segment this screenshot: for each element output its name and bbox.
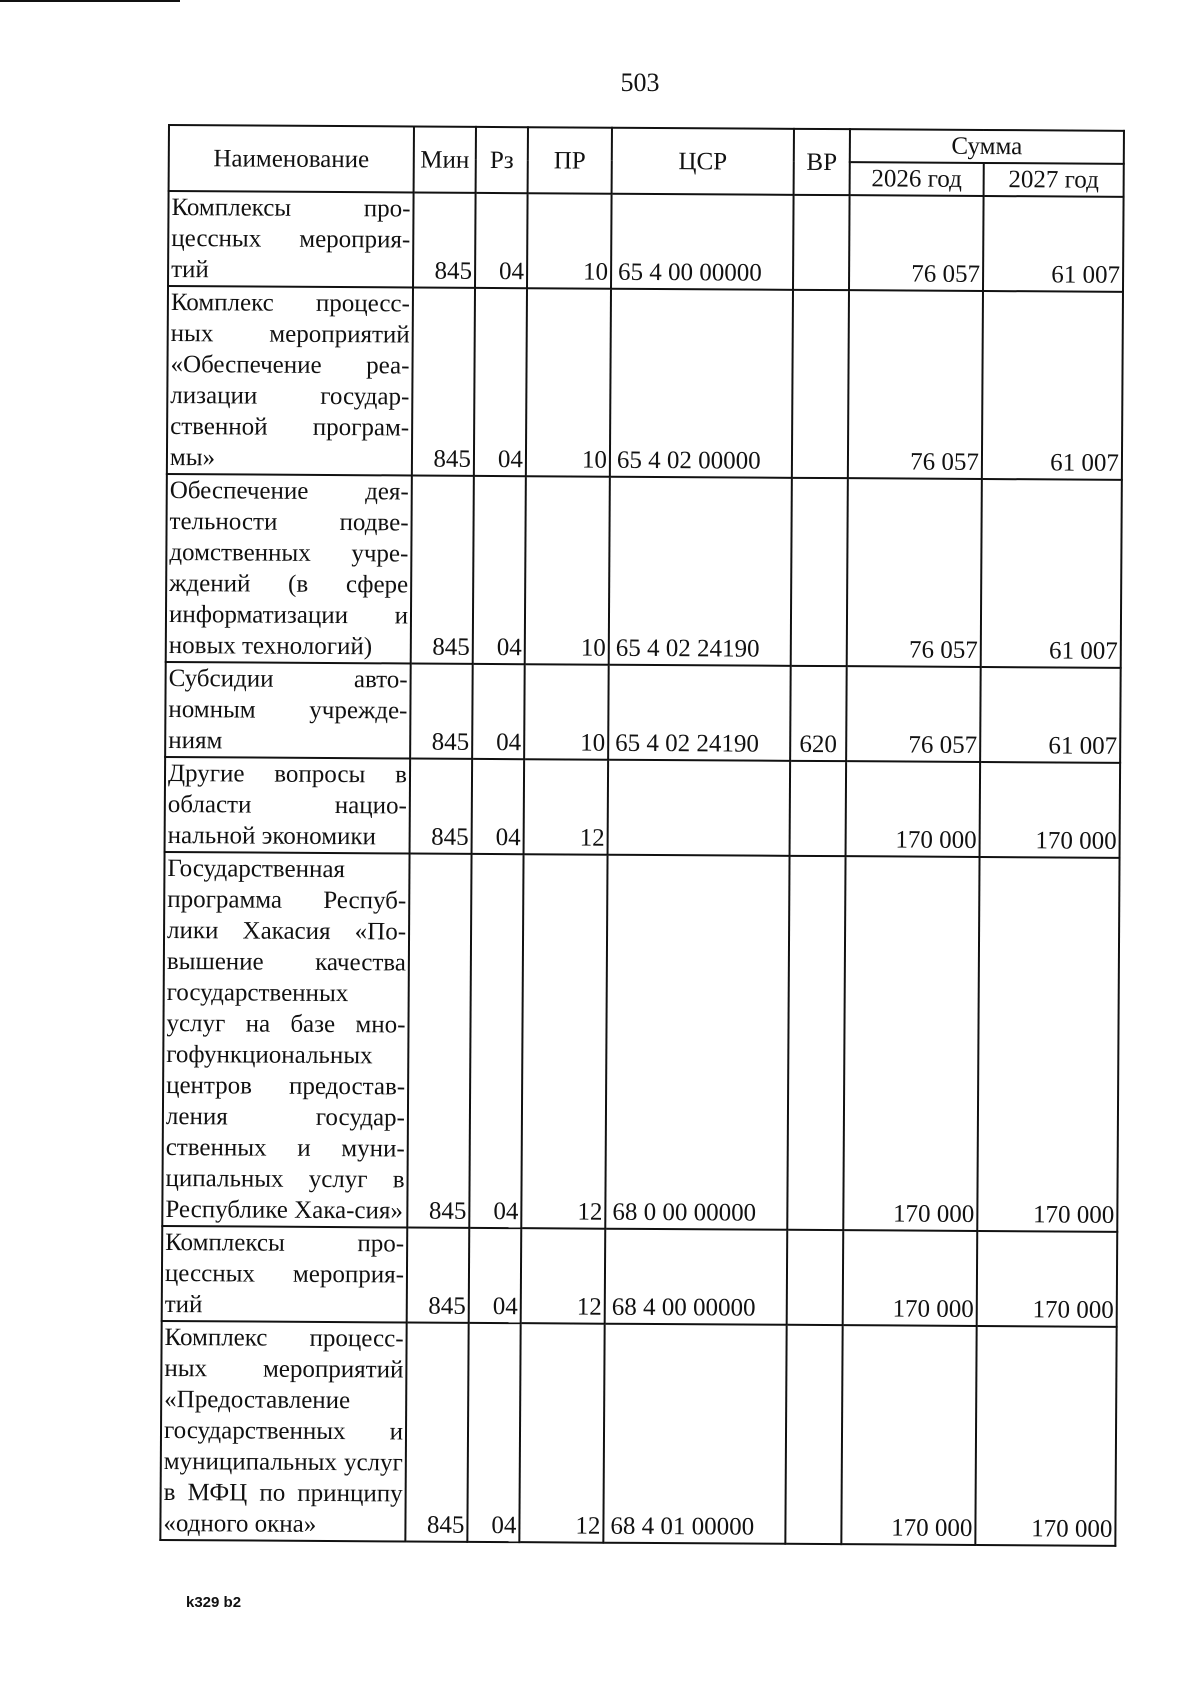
row-sum-2026: 170 000	[843, 1230, 978, 1326]
row-name: Другие вопросы в области нацио-нальной экономики	[165, 757, 411, 853]
row-rz: 04	[472, 759, 525, 854]
header-pr: ПР	[528, 127, 612, 194]
table-row	[165, 757, 1121, 858]
row-rz: 04	[469, 1228, 522, 1323]
header-min: Мин	[414, 127, 476, 193]
row-name: Комплексы про-цессных мероприя-тий	[168, 191, 414, 287]
row-name: Обеспечение дея-тельности подве-домственных учре-ждений (в сфере информатизации и новых технологий)	[166, 474, 412, 663]
table-row	[167, 286, 1123, 480]
row-pr: 12	[519, 1323, 604, 1543]
row-sum-2027: 170 000	[977, 1231, 1118, 1327]
table-row	[160, 1321, 1116, 1546]
row-min: 845	[410, 758, 473, 853]
row-rz: 04	[472, 664, 525, 759]
table-row	[166, 474, 1122, 668]
row-sum-2027: 61 007	[981, 479, 1122, 668]
table-row	[168, 191, 1124, 292]
row-name: Комплекс процесс-ных мероприятий «Обеспечение реа-лизации государ-ственной програм-мы»	[167, 286, 413, 475]
page-number: 503	[620, 68, 660, 97]
footer-code: k329 b2	[186, 1594, 242, 1611]
header-csr: ЦСР	[612, 128, 794, 195]
row-sum-2026: 76 057	[847, 478, 982, 667]
row-vr	[792, 290, 849, 478]
header-year-2027: 2027 год	[984, 163, 1124, 197]
row-sum-2026: 76 057	[849, 195, 984, 291]
row-min: 845	[412, 287, 475, 475]
scan-edge-mark	[0, 0, 180, 2]
row-csr: 65 4 02 00000	[610, 289, 793, 478]
row-min: 845	[407, 853, 471, 1227]
row-sum-2026: 76 057	[848, 290, 983, 479]
row-pr: 12	[524, 759, 609, 855]
row-name: Государственная программа Респуб-лики Хакасия «По-вышение качества государственных услуг на базе мно-гофункциональных центров предостав-ления государ-ственных и муни-ципальных услуг в Республике Хака-сия»	[162, 852, 409, 1227]
row-vr	[787, 1230, 844, 1325]
row-sum-2027: 61 007	[982, 291, 1123, 480]
row-pr: 10	[525, 476, 610, 665]
row-name: Субсидии авто-номным учрежде-ниям	[165, 662, 411, 758]
budget-table	[159, 124, 1125, 1547]
row-vr	[791, 478, 848, 666]
table-row	[162, 852, 1119, 1232]
row-pr: 10	[527, 193, 612, 289]
row-sum-2027: 61 007	[980, 667, 1121, 763]
row-pr: 12	[521, 1228, 606, 1324]
row-pr: 12	[521, 854, 607, 1229]
row-sum-2027: 170 000	[975, 1326, 1116, 1546]
row-sum-2027: 61 007	[983, 196, 1124, 292]
row-min: 845	[411, 475, 474, 663]
row-sum-2027: 170 000	[977, 857, 1119, 1232]
row-rz: 04	[469, 854, 523, 1228]
header-vr: ВР	[794, 129, 850, 195]
header-rz: Рз	[476, 127, 528, 193]
row-csr: 65 4 02 24190	[609, 477, 792, 666]
row-rz: 04	[475, 193, 528, 288]
row-pr: 10	[524, 664, 609, 760]
row-sum-2027: 170 000	[980, 762, 1121, 858]
row-csr: 65 4 02 24190	[608, 665, 791, 761]
row-min: 845	[410, 663, 473, 758]
row-csr: 68 0 00 00000	[605, 855, 789, 1230]
row-vr	[787, 856, 845, 1230]
header-sum: Сумма	[850, 129, 1124, 164]
row-sum-2026: 170 000	[843, 856, 979, 1231]
row-csr: 68 4 01 00000	[603, 1324, 786, 1544]
row-name: Комплекс процесс-ных мероприятий «Предоставление государственных и муниципальных услуг в МФЦ по принципу «одного окна»	[160, 1321, 406, 1541]
table-row	[165, 662, 1121, 763]
row-vr: 620	[790, 666, 847, 761]
row-rz: 04	[474, 288, 527, 476]
table-body	[160, 191, 1123, 1546]
table-row	[162, 1226, 1118, 1327]
row-sum-2026: 76 057	[846, 666, 981, 762]
row-csr	[608, 760, 791, 856]
table-header	[169, 125, 1124, 197]
header-year-2026: 2026 год	[850, 162, 984, 196]
row-rz: 04	[473, 476, 526, 664]
row-sum-2026: 170 000	[846, 761, 981, 857]
row-sum-2026: 170 000	[841, 1325, 976, 1545]
row-min: 845	[407, 1227, 470, 1322]
row-vr	[793, 195, 850, 290]
row-min: 845	[413, 193, 476, 288]
row-csr: 68 4 00 00000	[605, 1229, 788, 1325]
row-vr	[790, 761, 847, 856]
row-rz: 04	[467, 1323, 520, 1542]
row-pr: 10	[526, 288, 611, 477]
row-min: 845	[405, 1322, 468, 1541]
row-name: Комплексы про-цессных мероприя-тий	[162, 1226, 408, 1322]
header-name: Наименование	[169, 125, 414, 192]
row-csr: 65 4 00 00000	[611, 194, 794, 290]
row-vr	[785, 1325, 842, 1544]
